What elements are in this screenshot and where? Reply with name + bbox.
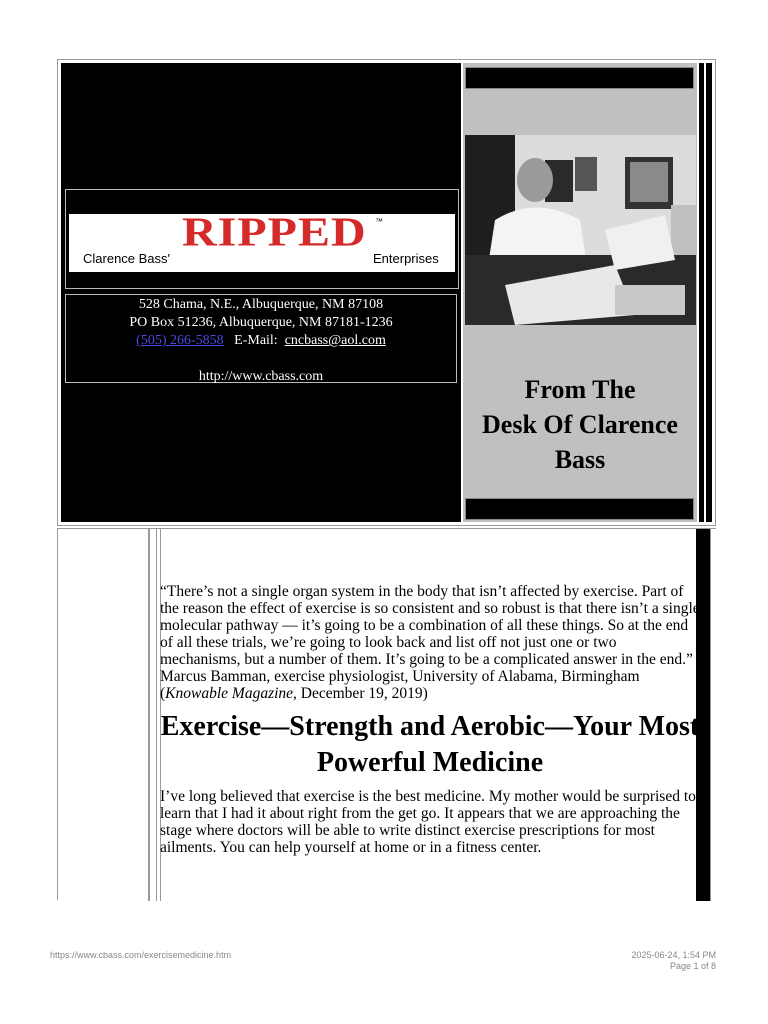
address-box — [65, 294, 457, 383]
desk-title-line-1: From The — [524, 375, 636, 404]
quote-source: Knowable Magazine — [165, 685, 294, 702]
content-left-column — [58, 529, 149, 901]
banner-photo-panel — [463, 63, 697, 522]
logo-name: Clarence Bass' — [83, 251, 171, 266]
quote-date: , December 19, 2019) — [293, 685, 428, 702]
top-black-bar — [465, 67, 694, 89]
desk-title-line-3: Bass — [554, 445, 606, 474]
logo-word: RIPPED — [182, 214, 367, 255]
email-label: E-Mail: — [234, 333, 278, 348]
content-right-gap — [710, 529, 718, 901]
bottom-black-bar — [465, 498, 694, 520]
address-line-1: 528 Chama, N.E., Albuquerque, NM 87108 — [138, 297, 384, 312]
ripped-logo — [69, 214, 455, 272]
logo-enterprises: Enterprises — [373, 251, 439, 266]
email-link[interactable]: cncbass@aol.com — [284, 333, 386, 348]
footer-page-number: Page 1 of 8 — [669, 961, 716, 971]
banner-right-border — [699, 63, 712, 522]
content-table — [57, 528, 716, 900]
quote-text: “There’s not a single organ system in the body that isn’t affected by exercise. Part of the reason the effect of exercise is so consistent and so robust is that there isn’t a single molecular pathway — it’s going to be a combination of all these things. So at the end of all these trials, we’re going to look back and list off not just one or two mechanisms, but a number of them. It’s going to be a complicated answer in the end.” Marcus Bamman, exercise physiologist, University of Alabama, Birmingham ( — [160, 583, 700, 702]
header-banner — [57, 59, 716, 526]
desk-title-line-2: Desk Of Clarence — [482, 410, 678, 439]
footer-url: https://www.cbass.com/exercisemedicine.htm — [50, 950, 232, 960]
intro-paragraph: I’ve long believed that exercise is the best medicine. My mother would be surprised to learn that I had it about right from the get go. It appears that we are approaching the stage where doctors will be able to write distinct exercise prescriptions for most ailments. You can help yourself at home or in a fitness center. — [160, 788, 696, 856]
phone-link[interactable]: (505) 266-5858 — [136, 333, 224, 348]
website-text: http://www.cbass.com — [198, 369, 324, 384]
desk-title — [463, 372, 697, 477]
address-line-2: PO Box 51236, Albuquerque, NM 87181-1236 — [129, 315, 393, 330]
content-column-separator — [149, 529, 157, 901]
opening-quote — [160, 583, 700, 702]
contact-line — [66, 332, 456, 350]
footer-date — [631, 950, 716, 972]
banner-right-gap — [704, 63, 706, 522]
logo-box — [65, 189, 459, 289]
banner-left-panel — [61, 63, 461, 522]
clarence-bass-photo — [465, 135, 696, 325]
logo-tm: ™ — [375, 217, 383, 226]
article-headline: Exercise—Strength and Aerobic—Your Most Powerful Medicine — [160, 711, 700, 778]
footer-datetime: 2025-06-24, 1:54 PM — [631, 950, 716, 960]
